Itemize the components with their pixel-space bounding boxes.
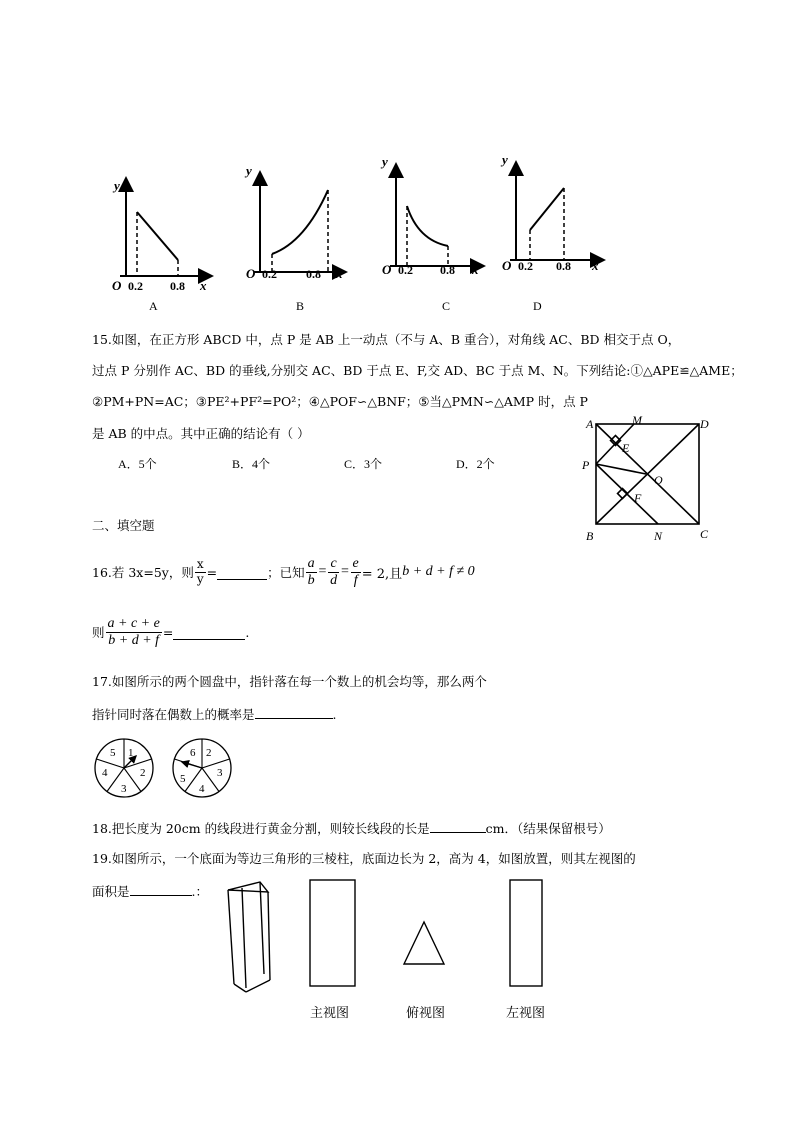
graph-a-curve (137, 212, 178, 260)
point-o: O (654, 473, 663, 487)
graph-d-label: D (533, 299, 542, 313)
graph-d-x: x (592, 258, 599, 273)
q16-prefix: 16.若 3x=5y，则 (92, 565, 194, 580)
disc-1-n3: 3 (121, 783, 127, 795)
q15-line3: ②PM+PN=AC；③PE²+PF²=PO²；④△POF∽△BNF；⑤当△PMN∽△AMP 时，点 P (92, 394, 588, 409)
q16-known: ；已知 (267, 565, 305, 580)
q16-eq: = (206, 564, 218, 580)
q16-frac-sum (106, 616, 162, 648)
label-front-view: 主视图 (310, 1006, 350, 1021)
graph-d-y: y (502, 152, 508, 167)
point-m: M (632, 413, 642, 427)
label-left-view: 左视图 (506, 1006, 546, 1021)
disc-2-n3: 3 (217, 767, 223, 779)
q15-line4: 是 AB 的中点。其中正确的结论有（ ） (92, 426, 310, 441)
point-d: D (700, 417, 709, 431)
point-p: P (582, 458, 590, 472)
graph-a-tick-b: 0.8 (170, 279, 185, 293)
point-c: C (700, 527, 709, 541)
graph-d (500, 152, 604, 313)
q15-option-a[interactable]: A．5个 (118, 457, 157, 471)
q15-option-b[interactable]: B．4个 (232, 457, 271, 471)
top-view (404, 922, 444, 964)
graph-c-tick-a: 0.2 (398, 263, 413, 277)
q18-blank[interactable] (430, 818, 486, 833)
disc-2-n4: 4 (199, 783, 205, 795)
left-view (510, 880, 542, 986)
disc-2-n5: 5 (180, 773, 186, 785)
q16-frac-y: y (196, 571, 204, 586)
point-f: F (634, 491, 642, 505)
disc-1 (95, 739, 153, 797)
graph-a-tick-a: 0.2 (128, 279, 143, 293)
graph-b-tick-a: 0.2 (262, 267, 277, 281)
graph-a-x: x (200, 278, 207, 293)
q16-frac-x: x (196, 557, 204, 572)
q16-var-f: f (353, 572, 358, 588)
graph-c-x: x (472, 262, 479, 277)
section-title: 二、填空题 (92, 518, 155, 533)
q16-line1 (92, 550, 475, 594)
q16-var-c: c (328, 556, 339, 572)
q16-end: . (245, 624, 250, 640)
q16-var-b: b (307, 572, 315, 588)
q16-sum-den: b + d + f (108, 632, 160, 648)
graph-d-curve (530, 188, 564, 230)
q19-blank[interactable] (130, 881, 192, 896)
graph-a-y: y (114, 178, 120, 193)
q15-option-d[interactable]: D．2个 (456, 457, 495, 471)
disc-2-n6: 6 (190, 747, 196, 759)
q17-line2-text: 指针同时落在偶数上的概率是 (92, 707, 255, 722)
q19-line1: 19.如图所示，一个底面为等边三角形的三棱柱，底面边长为 2，高为 4，如图放置，则其左视图的 (92, 851, 636, 866)
point-b: B (586, 529, 594, 543)
graph-b-origin: O (246, 266, 256, 281)
graph-c-curve (407, 206, 448, 246)
graph-a-label: A (149, 299, 158, 313)
graph-b-label: B (296, 299, 305, 313)
graph-b-tick-b: 0.8 (306, 267, 321, 281)
q18-text: 18.把长度为 20cm 的线段进行黄金分割，则较长线段的长是 (92, 821, 430, 836)
graph-d-tick-a: 0.2 (518, 259, 533, 273)
q16-blank-2[interactable] (173, 625, 245, 640)
q16-frac-ab (306, 556, 317, 588)
q16-eq-final: = (162, 624, 174, 640)
disc-2 (173, 739, 231, 797)
point-e: E (622, 441, 630, 455)
q16-var-a: a (307, 556, 315, 572)
disc-1-n1: 1 (128, 747, 134, 759)
graph-c (380, 154, 484, 313)
q16-var-e: e (352, 556, 359, 572)
q16-then: 则 (92, 625, 105, 640)
front-view (310, 880, 355, 986)
prism-3d (228, 882, 270, 992)
point-a: A (586, 417, 594, 431)
disc-1-n2: 2 (140, 767, 146, 779)
q17-end: . (332, 707, 337, 722)
q15-square-figure (576, 412, 726, 548)
graph-c-label: C (442, 299, 451, 313)
graph-d-origin: O (502, 258, 512, 273)
q17-line1: 17.如图所示的两个圆盘中，指针落在每一个数上的机会均等，那么两个 (92, 674, 487, 689)
q15-option-c[interactable]: C．3个 (344, 457, 383, 471)
graph-b (244, 163, 346, 313)
q16-cond: b + d + f ≠ 0 (402, 564, 475, 579)
q15-line1: 15.如图，在正方形 ABCD 中，点 P 是 AB 上一动点（不与 A、B 重合），对角线 AC、BD 相交于点 O， (92, 332, 681, 347)
q16-blank-1[interactable] (217, 565, 267, 580)
q16-sum-num: a + c + e (107, 616, 160, 632)
graph-c-tick-b: 0.8 (440, 263, 455, 277)
graph-a (112, 178, 212, 313)
graph-b-x: x (336, 266, 343, 281)
option-graphs (100, 150, 620, 320)
q17-line2 (92, 704, 337, 723)
label-top-view: 俯视图 (406, 1006, 446, 1021)
q18-line (92, 818, 611, 837)
graph-c-origin: O (382, 262, 392, 277)
disc-2-n2: 2 (206, 747, 212, 759)
q19-end: .： (191, 884, 208, 899)
graph-b-curve (272, 190, 328, 254)
q19-line2 (92, 881, 208, 900)
q16-frac-xy (195, 558, 206, 585)
q16-frac-cd (328, 556, 339, 588)
graph-d-tick-b: 0.8 (556, 259, 571, 273)
q16-line2 (92, 610, 249, 654)
q19-prism-views (220, 878, 580, 1028)
q16-frac-ef (351, 556, 361, 588)
graph-c-y: y (382, 154, 388, 169)
q16-eq2: = (317, 564, 328, 579)
q17-discs (94, 736, 244, 802)
q15-line2: 过点 P 分别作 AC、BD 的垂线,分别交 AC、BD 于点 E、F,交 AD、BC 于点 M、N。下列结论:①△APE≌△AME； (92, 363, 743, 378)
q16-eq3: = (340, 564, 350, 579)
point-n: N (654, 529, 663, 543)
disc-1-n5: 5 (110, 747, 116, 759)
q16-var-d: d (330, 572, 338, 588)
q19-line2-text: 面积是 (92, 884, 130, 899)
q16-ratio: = 2,且 (361, 566, 403, 582)
disc-1-n4: 4 (102, 767, 108, 779)
q17-blank[interactable] (255, 704, 333, 719)
graph-b-y: y (246, 163, 252, 178)
q18-end: cm．（结果保留根号） (485, 821, 611, 836)
graph-a-origin: O (112, 278, 122, 293)
